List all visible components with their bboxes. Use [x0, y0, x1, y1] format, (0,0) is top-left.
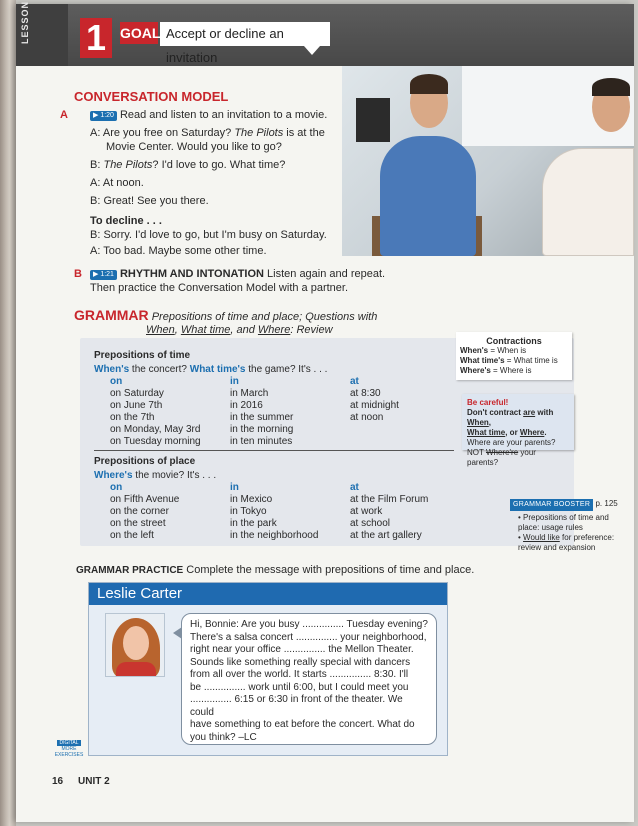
time-item: in March — [230, 388, 269, 399]
decline-heading: To decline . . . — [90, 215, 162, 227]
section-b-instruction-2: Then practice the Conversation Model with a partner. — [90, 282, 349, 294]
contraction-row — [460, 346, 568, 356]
dialog-line-5 — [90, 194, 209, 208]
message-line: have something to eat before the concert. What do — [190, 719, 415, 730]
subtitle-when: When — [146, 324, 175, 336]
practice-row — [76, 563, 474, 578]
lesson-word: LESSON — [20, 0, 30, 44]
place-item: on the street — [110, 518, 166, 529]
goal-tag: GOAL — [120, 22, 158, 44]
time-item: in the summer — [230, 412, 294, 423]
book-binding — [0, 0, 16, 826]
dialog-text: Great! See you there. — [103, 195, 209, 207]
digital-line-1: MORE — [61, 746, 77, 752]
contraction-form: What time's — [460, 356, 505, 365]
speaker-label: A: — [90, 177, 101, 189]
contraction-meaning: = When is — [488, 346, 527, 355]
time-item: at noon — [350, 412, 384, 423]
dialog-line-3 — [90, 158, 285, 172]
audio-track-label: 1:20 — [100, 112, 114, 119]
photo-man-left-hair — [410, 74, 448, 94]
section-b-row — [90, 267, 385, 281]
speaker-label: B: — [90, 195, 101, 207]
section-b-letter-row — [74, 267, 82, 281]
q-text: the movie? It's . . . — [132, 470, 217, 481]
message-panel — [88, 582, 448, 756]
col-head-on: on — [110, 482, 123, 493]
booster-item-text: Prepositions of time and place: usage rules — [518, 513, 609, 532]
message-line: ............... 6:15 or 6:30 in front of the theater. We could — [190, 694, 403, 718]
time-heading: Prepositions of time — [94, 350, 191, 361]
booster-header — [510, 499, 630, 511]
avatar — [105, 613, 165, 677]
careful-text: , or — [505, 428, 520, 437]
booster-page: p. 125 — [595, 499, 618, 508]
contractions-box — [456, 332, 572, 380]
textbook-page — [16, 0, 634, 822]
digital-line-2: EXERCISES — [54, 752, 84, 758]
careful-line-3: Where are your parents? — [467, 438, 556, 447]
careful-underlined: When — [467, 418, 489, 427]
lesson-header — [16, 0, 634, 66]
careful-underlined: Where — [519, 428, 545, 437]
page-number: 16 — [52, 776, 64, 787]
time-col-in — [230, 376, 293, 448]
conversation-photo — [342, 66, 634, 256]
lesson-label-block — [16, 0, 68, 66]
message-line: you think? –LC — [190, 731, 257, 743]
decline-line-1 — [90, 228, 327, 242]
subtitle-where: Where — [257, 324, 291, 336]
dialog-line-2 — [106, 140, 282, 154]
careful-text: with — [535, 408, 554, 417]
message-line: There's a salsa concert ............... your neighborhood, — [190, 631, 427, 643]
decline-line-2 — [90, 244, 267, 258]
section-b-letter: B — [74, 268, 82, 280]
dialog-text: At noon. — [102, 177, 144, 189]
place-col-at — [350, 482, 428, 542]
message-line: right near your office ............... the Mellon Theater. — [190, 644, 414, 655]
place-item: at work — [350, 506, 383, 517]
dialog-text: Movie Center. Would you like to go? — [106, 141, 282, 153]
contraction-meaning: = What time is — [504, 356, 558, 365]
place-item: in the neighborhood — [230, 530, 319, 541]
booster-tag: GRAMMAR BOOSTER — [510, 499, 593, 511]
time-item: in 2016 — [230, 400, 263, 411]
time-question — [94, 364, 327, 376]
booster-item-underlined: Would like — [523, 533, 560, 542]
dialog-text: ? I'd love to go. What time? — [152, 159, 286, 171]
q-text: the concert? — [129, 364, 190, 375]
place-item: on Fifth Avenue — [110, 494, 180, 505]
place-item: at school — [350, 518, 391, 529]
photo-man-right — [542, 148, 634, 256]
digital-tag: DIGITAL — [59, 740, 79, 746]
practice-instruction: Complete the message with prepositions of time and place. — [186, 564, 475, 576]
grammar-title-row — [74, 308, 377, 324]
time-item — [110, 424, 201, 436]
subtitle-sep: , — [174, 324, 181, 336]
goal-text: Accept or decline an invitation — [160, 22, 330, 46]
subtitle-end: : Review — [290, 324, 333, 336]
subtitle-what-time: What time — [180, 324, 231, 336]
careful-line-4 — [467, 448, 569, 468]
careful-text: Don't contract — [467, 408, 524, 417]
place-col-in — [230, 482, 318, 542]
speaker-label: A: — [90, 127, 101, 139]
digital-exercises[interactable] — [52, 740, 86, 758]
careful-text: your parents? — [467, 448, 536, 467]
careful-strikethrough: Where're — [485, 448, 519, 457]
time-item — [110, 400, 201, 412]
time-item: in the morning — [230, 424, 294, 435]
contraction-form: When's — [460, 346, 489, 355]
time-item: at 8:30 — [350, 388, 381, 399]
unit-label: UNIT 2 — [78, 776, 110, 787]
place-heading: Prepositions of place — [94, 456, 196, 467]
col-head-on: on — [110, 376, 123, 387]
booster-item-2: • Would like for preference: review and expansion — [518, 533, 615, 552]
message-line: from all over the world. It starts ............... 8:30. I'll — [190, 669, 409, 680]
grammar-divider — [94, 450, 454, 451]
time-item: in ten minutes — [230, 436, 293, 447]
place-col-on — [110, 482, 179, 542]
time-item: on Tuesday morning — [110, 436, 201, 447]
message-bubble — [181, 613, 437, 745]
time-item-text: on Monday, May 3rd — [110, 424, 201, 435]
place-item: on the corner — [110, 506, 169, 517]
avatar-face — [123, 626, 149, 660]
place-item: in the park — [230, 518, 277, 529]
photo-man-right-hair — [592, 78, 630, 96]
be-careful-box — [462, 394, 574, 467]
message-line: be ............... work until 6:00, but I could meet you — [190, 681, 409, 693]
dialog-line-1 — [90, 126, 325, 140]
time-item: on Saturday — [110, 388, 164, 399]
place-question — [94, 470, 216, 482]
audio-icon-1-21[interactable]: ▶ 1:21 — [90, 270, 117, 280]
time-item: at midnight — [350, 400, 399, 411]
place-item: at the Film Forum — [350, 494, 429, 505]
contraction-row — [460, 356, 568, 366]
q-when: When's — [94, 364, 130, 375]
section-a-letter: A — [60, 109, 68, 121]
booster-item-1: • Prepositions of time and place: usage rules — [518, 513, 609, 532]
be-careful-title: Be careful! — [467, 398, 509, 407]
grammar-booster[interactable] — [510, 499, 630, 553]
time-item-text: on June 7th — [110, 400, 163, 411]
section-b-instruction: Listen again and repeat. — [267, 268, 386, 280]
col-head-in: in — [230, 482, 239, 493]
q-where: Where's — [94, 470, 133, 481]
grammar-subtitle-2 — [146, 323, 333, 337]
speech-bubble-tail — [304, 46, 320, 55]
rhythm-heading: RHYTHM AND INTONATION — [119, 268, 264, 280]
col-head-in: in — [230, 376, 239, 387]
place-item: in Tokyo — [230, 506, 267, 517]
contraction-meaning: = Where is — [490, 366, 532, 375]
conversation-title: CONVERSATION MODEL — [74, 89, 229, 104]
section-a-instruction-row — [90, 108, 327, 122]
section-a-instruction: Read and listen to an invitation to a movie. — [119, 109, 328, 121]
dialog-text: Are you free on Saturday? — [102, 127, 235, 139]
contractions-title: Contractions — [486, 336, 542, 346]
speaker-label: B: — [90, 159, 101, 171]
dialog-line-4 — [90, 176, 144, 190]
q-text: the game? It's . . . — [245, 364, 328, 375]
time-col-on — [110, 376, 201, 448]
col-head-at: at — [350, 482, 359, 493]
avatar-shirt — [116, 662, 156, 677]
booster-item-text: for preference: review and expansion — [518, 533, 615, 552]
time-item — [110, 412, 201, 424]
audio-track-label: 1:21 — [100, 271, 114, 278]
careful-line-1: Don't contract are with When, — [467, 408, 554, 427]
dialog-text: Too bad. Maybe some other time. — [103, 245, 267, 257]
section-a-row — [60, 108, 68, 122]
speaker-label: A: — [90, 245, 101, 257]
dialog-italic-title: The Pilots — [234, 127, 284, 139]
time-col-at — [350, 376, 399, 424]
contraction-row — [460, 366, 568, 376]
photo-monitor — [356, 98, 390, 142]
dialog-text: is at the — [283, 127, 325, 139]
place-item: in Mexico — [230, 494, 273, 505]
message-sender: Leslie Carter — [89, 583, 447, 605]
careful-text: NOT — [467, 448, 486, 457]
careful-underlined: What time — [467, 428, 506, 437]
grammar-subtitle-1: Prepositions of time and place; Questions with — [151, 311, 378, 323]
photo-man-left — [380, 136, 476, 256]
place-item: on the left — [110, 530, 154, 541]
time-item-text: on the 7th — [110, 412, 155, 423]
practice-heading: GRAMMAR PRACTICE — [76, 565, 184, 576]
careful-underlined: are — [523, 408, 536, 417]
place-item: at the art gallery — [350, 530, 422, 541]
contraction-form: Where's — [460, 366, 491, 375]
speaker-label: B: — [90, 229, 101, 241]
message-line: Sounds like something really special with dancers — [190, 656, 411, 668]
grammar-title: GRAMMAR — [74, 307, 149, 323]
lesson-number: 1 — [80, 18, 112, 58]
message-line: Hi, Bonnie: Are you busy ............... Tuesday evening? — [190, 619, 428, 630]
subtitle-sep: , and — [230, 324, 258, 336]
dialog-italic-title: The Pilots — [103, 159, 153, 171]
audio-icon-1-20[interactable]: ▶ 1:20 — [90, 111, 117, 121]
q-what-time: What time's — [189, 364, 246, 375]
dialog-text: Sorry. I'd love to go, but I'm busy on Saturday. — [103, 229, 327, 241]
col-head-at: at — [350, 376, 359, 387]
careful-line-2: What time, or Where. — [467, 428, 547, 437]
